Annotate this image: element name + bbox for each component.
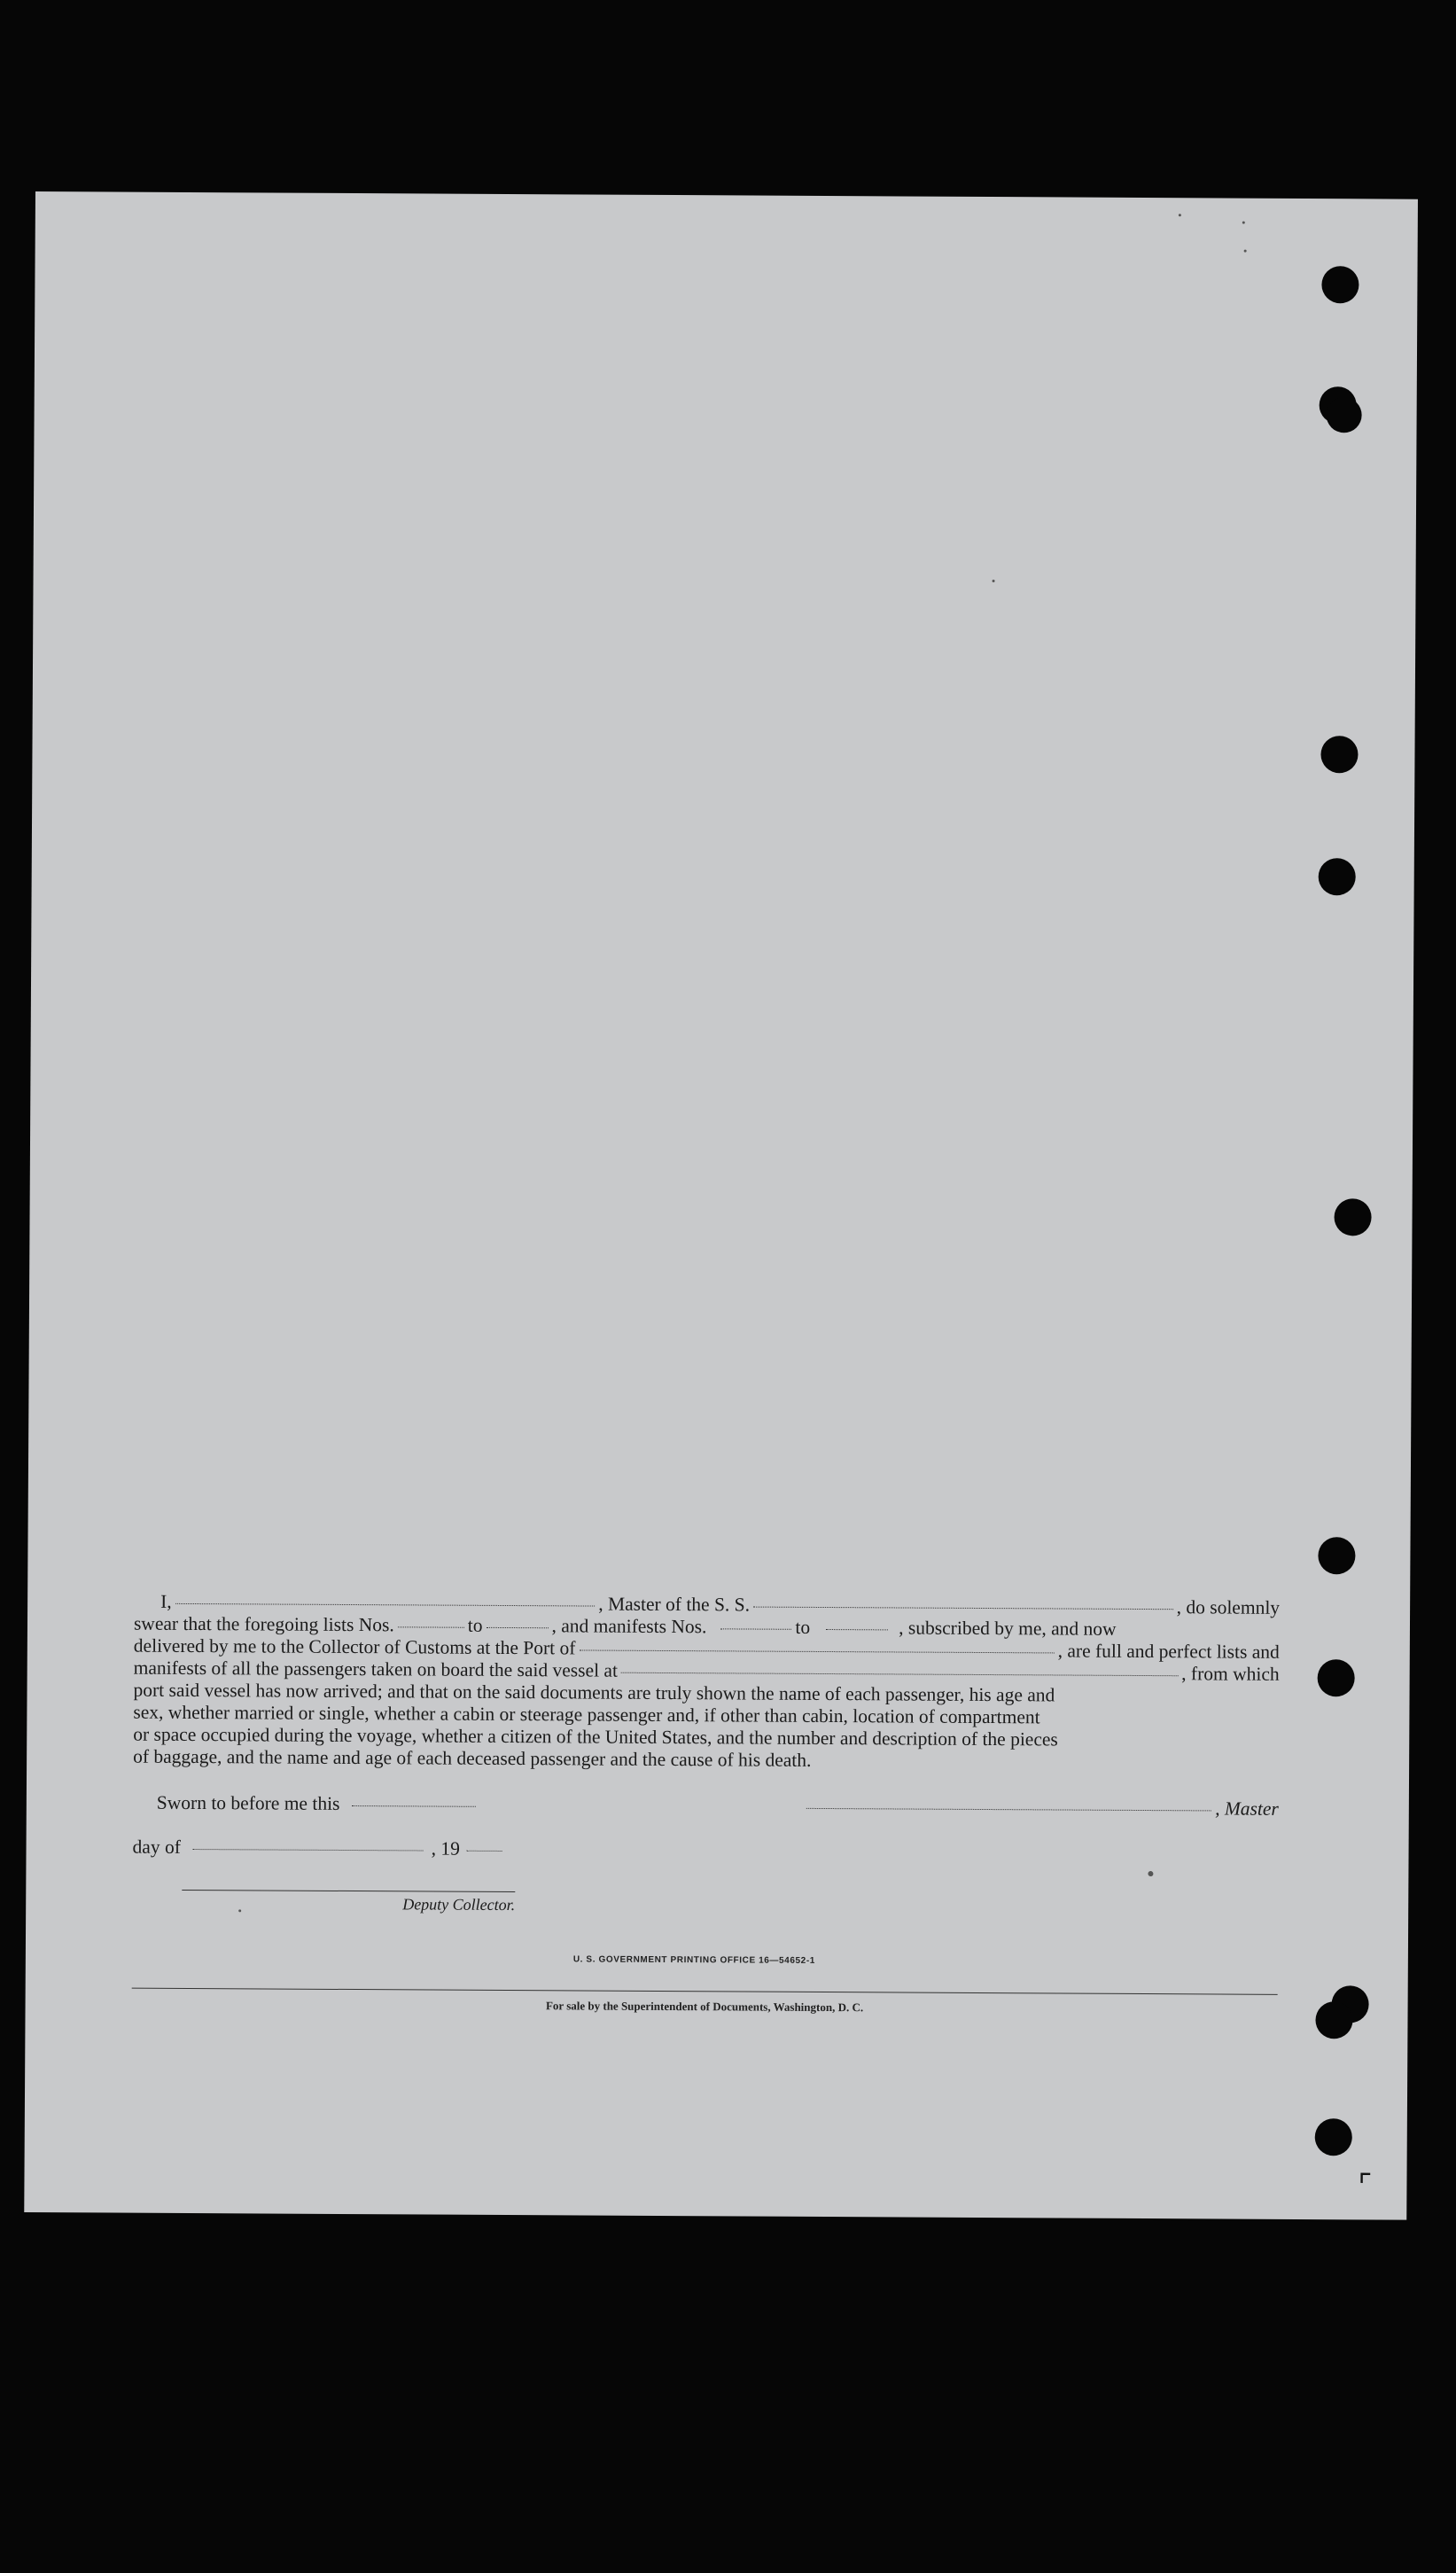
day-label: day of xyxy=(132,1836,181,1858)
oath-text: sex, whether married or single, whether a cabin or steerage passenger and, if other than cabin, location of compartment xyxy=(133,1701,1040,1728)
oath-text: , are full and perfect lists and xyxy=(1057,1640,1280,1663)
punch-hole xyxy=(1320,736,1358,773)
master-label: , Master xyxy=(1215,1797,1279,1820)
punch-hole xyxy=(1318,1537,1355,1574)
sale-notice: For sale by the Superintendent of Documents, Washington, D. C. xyxy=(545,1999,864,2015)
oath-text: manifests of all the passengers taken on board the said vessel at xyxy=(133,1657,619,1681)
paper-speck xyxy=(993,580,995,582)
day-row xyxy=(132,1836,505,1860)
year-label: , 19 xyxy=(431,1837,460,1860)
oath-text: of baggage, and the name and age of each deceased passenger and the cause of his death. xyxy=(133,1745,812,1771)
master-oath xyxy=(133,1591,1280,1774)
paper-speck xyxy=(1242,222,1245,224)
manifests-to-blank xyxy=(826,1628,888,1630)
punch-hole xyxy=(1318,1659,1355,1696)
oath-text: port said vessel has now arrived; and that on the said documents are truly shown the name of each passenger, his age and xyxy=(133,1679,1055,1706)
embarkation-port-blank xyxy=(621,1672,1178,1677)
sworn-label: Sworn to before me this xyxy=(156,1791,340,1814)
master-name-blank xyxy=(175,1602,596,1607)
oath-text: , subscribed by me, and now xyxy=(899,1617,1117,1640)
master-signature-line xyxy=(806,1807,1211,1812)
punch-hole xyxy=(1315,2001,1352,2039)
printing-office-imprint: U. S. GOVERNMENT PRINTING OFFICE 16—54652-1 xyxy=(572,1954,815,1966)
deputy-collector-signature xyxy=(182,1890,515,1914)
footer-rule xyxy=(132,1988,1278,1995)
month-blank xyxy=(192,1848,423,1851)
paper-speck xyxy=(1179,214,1181,216)
deputy-collector-label: Deputy Collector. xyxy=(182,1890,515,1914)
oath-text: swear that the foregoing lists Nos. xyxy=(133,1612,394,1636)
manifest-page xyxy=(24,191,1418,2220)
sworn-day-blank xyxy=(352,1805,476,1807)
oath-text: , from which xyxy=(1181,1663,1280,1685)
oath-text: , Master of the S. S. xyxy=(598,1593,751,1616)
oath-text: , do solemnly xyxy=(1176,1596,1281,1618)
oath-text: , and manifests Nos. xyxy=(551,1615,707,1638)
lists-to-blank xyxy=(486,1626,548,1628)
corner-fold-mark: ⌜ xyxy=(1358,2168,1373,2204)
sworn-statement xyxy=(157,1792,479,1816)
punch-hole xyxy=(1327,397,1362,433)
oath-text: delivered by me to the Collector of Customs at the Port of xyxy=(133,1634,576,1659)
punch-hole xyxy=(1315,2118,1352,2156)
manifests-from-blank xyxy=(720,1627,791,1629)
oath-text: or space occupied during the voyage, whether a citizen of the United States, and the number and description of the pieces xyxy=(133,1723,1058,1750)
oath-text: to xyxy=(467,1614,483,1636)
lists-from-blank xyxy=(398,1626,464,1627)
paper-speck xyxy=(1148,1871,1153,1876)
oath-text: I, xyxy=(160,1590,172,1612)
oath-text: to xyxy=(795,1616,811,1638)
port-blank xyxy=(579,1649,1054,1653)
year-blank xyxy=(466,1850,502,1852)
ship-name-blank xyxy=(753,1606,1173,1610)
punch-hole xyxy=(1321,266,1359,303)
punch-hole xyxy=(1334,1198,1371,1236)
sworn-row xyxy=(133,1792,1279,1825)
punch-hole xyxy=(1319,858,1356,895)
master-signature xyxy=(806,1796,1279,1821)
paper-speck xyxy=(1244,250,1247,253)
